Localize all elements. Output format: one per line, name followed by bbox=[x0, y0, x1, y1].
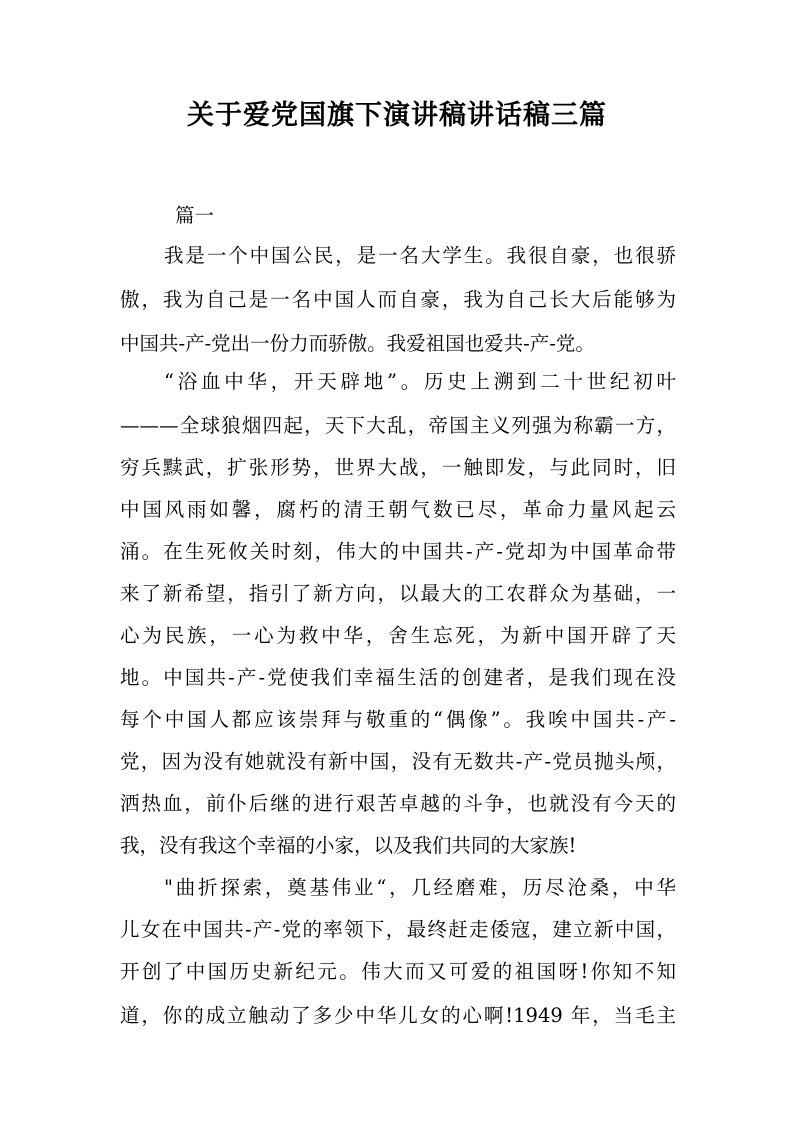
paragraph-line: 道，你的成立触动了多少中华儿女的心啊!1949 年，当毛主 bbox=[120, 1004, 676, 1027]
paragraph-line: 每个中国人都应该崇拜与敬重的“偶像”。我唉中国共-产- bbox=[120, 708, 676, 731]
paragraph-line: 我是一个中国公民，是一名大学生。我很自豪，也很骄 bbox=[164, 244, 676, 267]
paragraph-line: 涌。在生死攸关时刻，伟大的中国共-产-党却为中国革命带 bbox=[120, 540, 676, 563]
paragraph-line: "曲折探索，奠基伟业“，几经磨难，历尽沧桑，中华 bbox=[164, 876, 676, 899]
paragraph-line: 开创了中国历史新纪元。伟大而又可爱的祖国呀!你知不知 bbox=[120, 960, 676, 983]
paragraph-line: 傲，我为自己是一名中国人而自豪，我为自己长大后能够为 bbox=[120, 288, 676, 311]
paragraph-line: 穷兵黩武，扩张形势，世界大战，一触即发，与此同时，旧 bbox=[120, 456, 676, 479]
paragraph-line: “浴血中华，开天辟地”。历史上溯到二十世纪初叶 bbox=[164, 370, 676, 393]
document-title: 关于爱党国旗下演讲稿讲话稿三篇 bbox=[187, 100, 607, 131]
paragraph-line: 来了新希望，指引了新方向，以最大的工农群众为基础，一 bbox=[120, 582, 676, 605]
paragraph-line: 心为民族，一心为救中华，舍生忘死，为新中国开辟了天 bbox=[120, 624, 676, 647]
paragraph-line: 中国风雨如馨，腐朽的清王朝气数已尽，革命力量风起云 bbox=[120, 498, 676, 521]
paragraph-line: 地。中国共-产-党使我们幸福生活的创建者，是我们现在没 bbox=[120, 666, 676, 689]
paragraph-line: 我，没有我这个幸福的小家，以及我们共同的大家族! bbox=[120, 834, 577, 857]
paragraph-line: 儿女在中国共-产-党的率领下，最终赶走倭寇，建立新中国， bbox=[120, 918, 676, 941]
paragraph-line: 党，因为没有她就没有新中国，没有无数共-产-党员抛头颅， bbox=[120, 750, 676, 773]
paragraph-line: 洒热血，前仆后继的进行艰苦卓越的斗争，也就没有今天的 bbox=[120, 792, 676, 815]
paragraph-line: ———全球狼烟四起，天下大乱，帝国主义列强为称霸一方， bbox=[120, 414, 676, 437]
paragraph-line: 中国共-产-党出一份力而骄傲。我爱祖国也爱共-产-党。 bbox=[120, 332, 595, 355]
section-label: 篇一 bbox=[175, 204, 215, 227]
